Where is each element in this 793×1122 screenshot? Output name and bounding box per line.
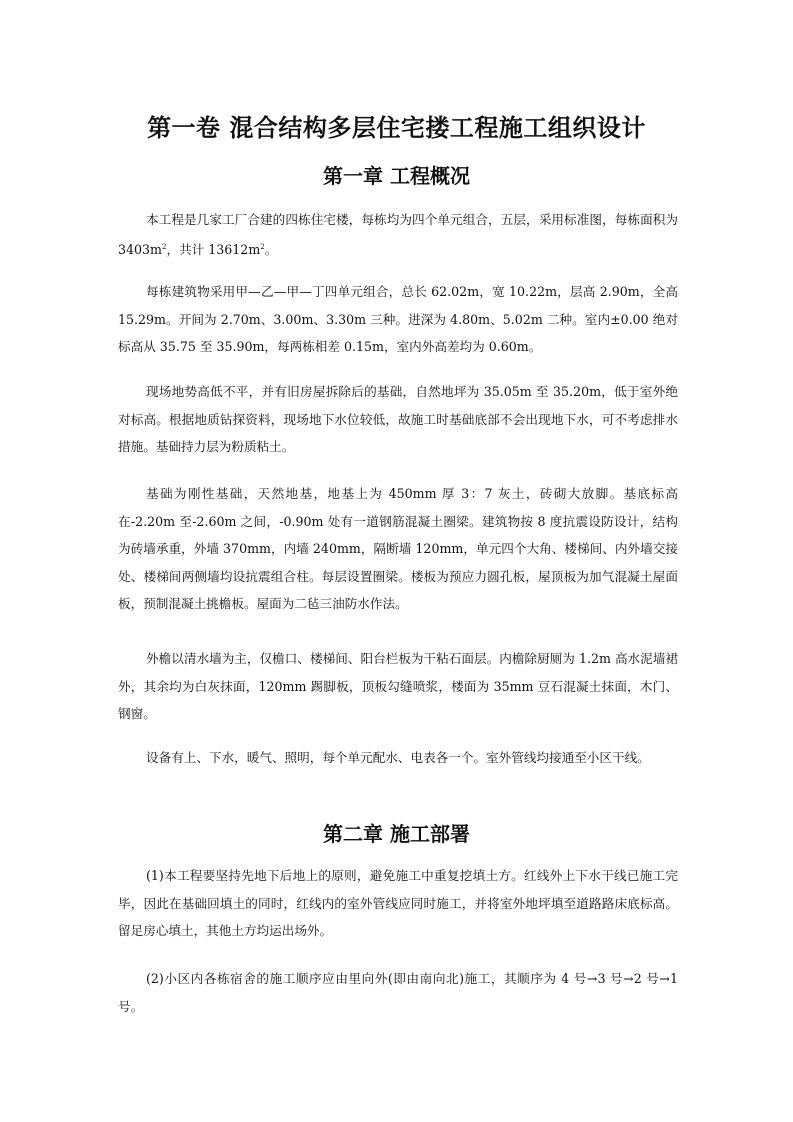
paragraph-text: 本工程是几家工厂合建的四栋住宅楼，每栋均为四个单元组合，五层，采用标准图，每栋面积为 3403m <box>118 212 678 257</box>
chapter-1-paragraph-6: 设备有上、下水，暖气、照明，每个单元配水、电表各一个。室外管线均接通至小区干线。 <box>146 750 650 765</box>
chapter-1-paragraph-5: 外檐以清水墙为主，仅檐口、楼梯间、阳台栏板为干粘石面层。内檐除厨厕为 1.2m 高水泥墙裙外，其余均为白灰抹面，120mm 踢脚板，顶板勾缝喷浆，楼面为 35mm 豆石混凝土抹面，木门、钢窗。 <box>118 651 678 721</box>
chapter-1-title: 第一章 工程概况 <box>323 164 470 188</box>
chapter-1-paragraph-1 <box>118 206 678 263</box>
chapter-1-paragraph-3: 现场地势高低不平，并有旧房屋拆除后的基础，自然地坪为 35.05m 至 35.20m，低于室外绝对标高。根据地质钻探资料，现场地下水位较低，故施工时基础底部不会出现地下水，可不考虑排水措施。基础持力层为粉质粘土。 <box>118 384 678 454</box>
chapter-2-title: 第二章 施工部署 <box>323 822 470 846</box>
paragraph-text: 。 <box>264 241 278 257</box>
chapter-2-paragraph-1: (1)本工程要坚持先地下后地上的原则，避免施工中重复挖填土方。红线外上下水干线已施工完毕，因此在基础回填土的同时，红线内的室外管线应同时施工，并将室外地坪填至道路路床底标高。留足房心填土，其他土方均运出场外。 <box>118 868 678 938</box>
volume-title: 第一卷 混合结构多层住宅搂工程施工组织设计 <box>147 114 646 142</box>
superscript: 2 <box>162 242 167 251</box>
chapter-2-paragraph-2: (2)小区内各栋宿舍的施工顺序应由里向外(即由南向北)施工，其顺序为 4 号→3 号→2 号→1 号。 <box>118 971 678 1014</box>
chapter-1-paragraph-4: 基础为刚性基础，天然地基，地基上为 450mm 厚 3：7 灰土，砖砌大放脚。基底标高在-2.20m 至-2.60m 之间，-0.90m 处有一道钢筋混凝土圈梁。建筑物按 8 度抗震设防设计，结构为砖墙承重，外墙 370mm，内墙 240mm，隔断墙 120mm，单元四个大角、楼梯间、内外墙交接处、楼梯间两侧墙均设抗震组合柱。每层设置圈梁。楼板为预应力圆孔板，屋顶板为加气混凝土屋面板，预制混凝土挑檐板。屋面为二毡三油防水作法。 <box>118 486 678 611</box>
paragraph-text: ，共计 13612m <box>166 241 261 257</box>
chapter-1-paragraph-2: 每栋建筑物采用甲—乙—甲—丁四单元组合，总长 62.02m，宽 10.22m，层高 2.90m，全高 15.29m。开间为 2.70m、3.00m、3.30m 三种。进深为 4.80m、5.02m 二种。室内±0.00 绝对标高从 35.75 至 35.90m，每两栋相差 0.15m，室内外高差均为 0.60m。 <box>118 284 678 354</box>
superscript: 2 <box>260 242 265 251</box>
